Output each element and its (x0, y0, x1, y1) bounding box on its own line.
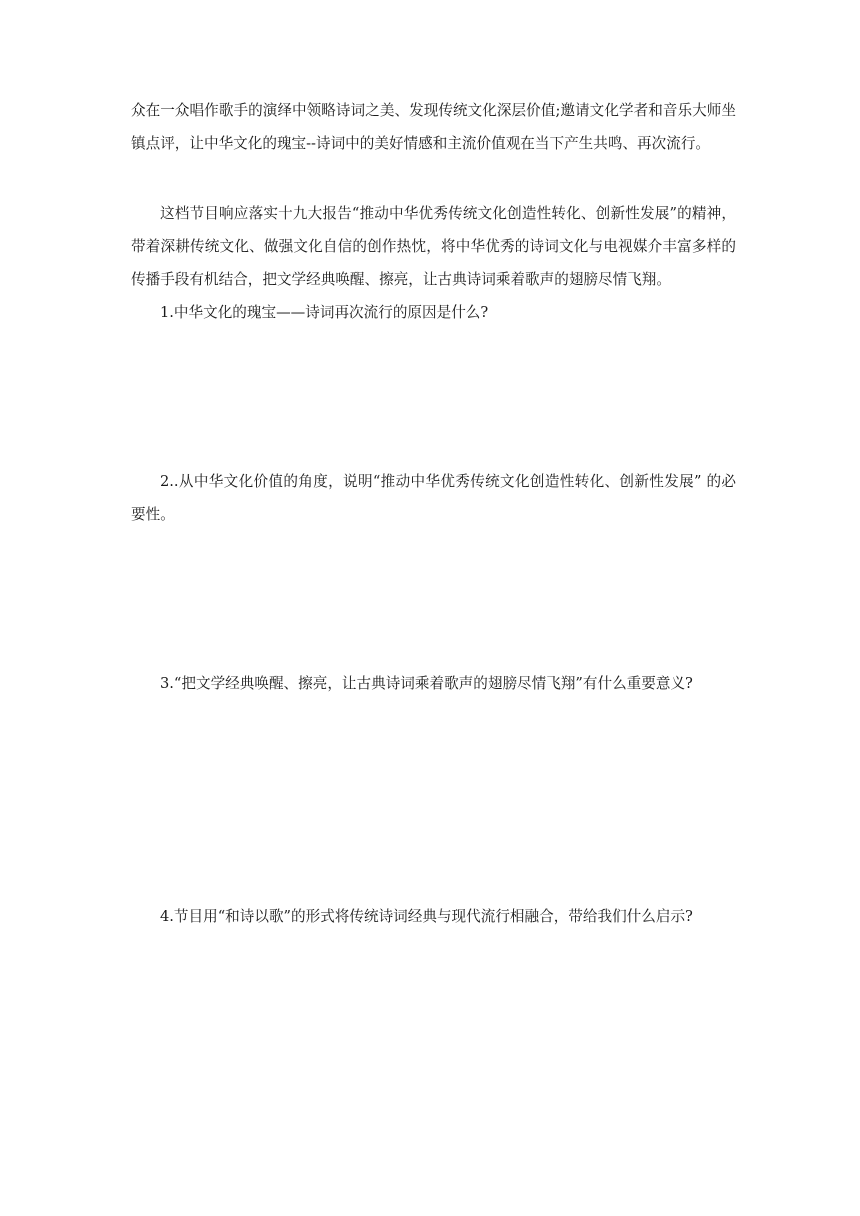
question-4: 4.节目用“和诗以歌”的形式将传统诗词经典与现代流行相融合，带给我们什么启示? (160, 908, 693, 925)
paragraph-program-description: 这档节目响应落实十九大报告“推动中华优秀传统文化创造性转化、创新性发展”的精神，带着深耕传统文化、做强文化自信的创作热忱，将中华优秀的诗词文化与电视媒介丰富多样的传播手段有机结合，把文学经典唤醒、擦亮，让古典诗词乘着歌声的翅膀尽情飞翔。 (131, 205, 736, 288)
question-1: 1.中华文化的瑰宝——诗词再次流行的原因是什么? (160, 304, 489, 321)
question-2: 2..从中华文化价值的角度，说明“推动中华优秀传统文化创造性转化、创新性发展” 的必要性。 (131, 473, 736, 523)
paragraph-intro-continued: 众在一众唱作歌手的演绎中领略诗词之美、发现传统文化深层价值;邀请文化学者和音乐大师坐镇点评，让中华文化的瑰宝--诗词中的美好情感和主流价值观在当下产生共鸣、再次流行。 (131, 102, 736, 152)
question-3: 3.“把文学经典唤醒、擦亮，让古典诗词乘着歌声的翅膀尽情飞翔”有什么重要意义? (160, 675, 693, 692)
